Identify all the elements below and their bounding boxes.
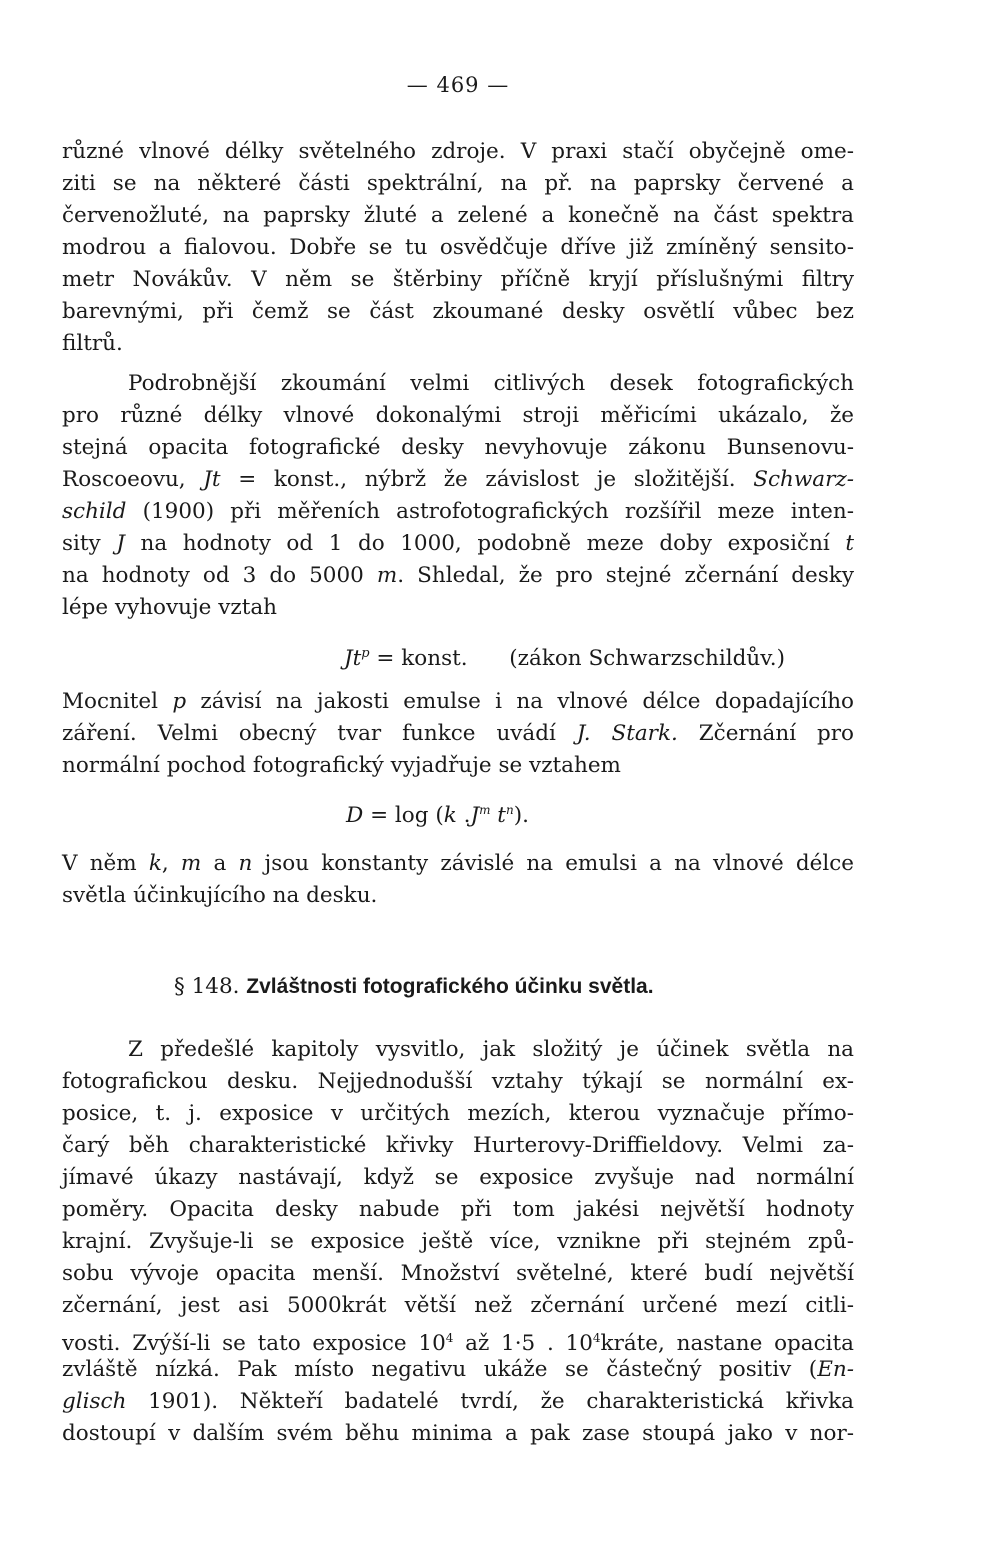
text-line: sity J na hodnoty od 1 do 1000, podobně meze doby exposiční t — [62, 531, 855, 556]
text-line: Mocnitel p závisí na jakosti emulse i na vlnové délce dopadajícího — [62, 689, 854, 714]
page-number: — 469 — — [406, 73, 510, 97]
text-line: glisch 1901). Někteří badatelé tvrdí, že charakteristická křivka — [62, 1389, 854, 1414]
formula-schwarzschild: $Jt^p$ = konst. (zákon Schwarzschildův.) — [344, 646, 786, 672]
text-line: zvláště nízká. Pak místo negativu ukáže se částečný positiv (En- — [62, 1357, 854, 1382]
text-line: světla účinkujícího na desku. — [62, 883, 378, 908]
text-line: posice, t. j. exposice v určitých mezích, kterou vyznačuje přímo- — [62, 1101, 854, 1126]
text-line: filtrů. — [62, 331, 123, 356]
text-line: dostoupí v dalším svém běhu minima a pak zase stoupá jako v nor- — [62, 1421, 854, 1446]
text-line: sobu vývoje opacita menší. Množství světelné, které budí největší — [62, 1261, 854, 1286]
text-line: ziti se na některé části spektrální, na př. na paprsky červené a — [62, 171, 854, 196]
text-line: různé vlnové délky světelného zdroje. V praxi stačí obyčejně ome- — [62, 139, 854, 164]
section-number: § 148. — [174, 974, 247, 999]
section-title: Zvláštnosti fotografického účinku světla. — [246, 975, 654, 998]
text-line: na hodnoty od 3 do 5000 m. Shledal, že pro stejné zčernání desky — [62, 563, 854, 588]
text-line: Podrobnější zkoumání velmi citlivých desek fotografických — [128, 371, 854, 396]
text-line: pro různé délky vlnové dokonalými stroji měřicími ukázalo, že — [62, 403, 854, 428]
text-line: Roscoeovu, Jt = konst., nýbrž že závislost je složitější. Schwarz- — [62, 467, 854, 492]
text-line: vosti. Zvýší-li se tato exposice $10^4$ až 1·5 . $10^4kráte$, nastane opacita — [62, 1331, 854, 1357]
text-line: metr Novákův. V něm se štěrbiny příčně kryjí příslušnými filtry — [62, 267, 854, 292]
text-line: krajní. Zvyšuje-li se exposice ještě více, vznikne při stejném způ- — [62, 1229, 854, 1254]
text-line: lépe vyhovuje vztah — [62, 595, 277, 620]
text-line: V něm k, m a n jsou konstanty závislé na emulsi a na vlnové délce — [62, 851, 854, 876]
text-line: normální pochod fotografický vyjadřuje se vztahem — [62, 753, 621, 778]
text-line: červenožluté, na paprsky žluté a zelené a konečně na část spektra — [62, 203, 854, 228]
text-line: poměry. Opacita desky nabude při tom jakési největší hodnoty — [62, 1197, 854, 1222]
text-line: schild (1900) při měřeních astrofotografických rozšířil meze inten- — [62, 499, 854, 524]
text-line: jímavé úkazy nastávají, když se exposice zvyšuje nad normální — [62, 1165, 854, 1190]
document-page — [62, 0, 854, 1544]
text-line: zčernání, jest asi 5000krát větší než zčernání určené mezí citli- — [62, 1293, 854, 1318]
text-line: Z předešlé kapitoly vysvitlo, jak složitý je účinek světla na — [128, 1037, 854, 1062]
section-heading — [174, 972, 654, 1002]
formula-stark: D = log (k $.J^m$ $t^n$). — [346, 803, 529, 829]
text-line: barevnými, při čemž se část zkoumané desky osvětlí vůbec bez — [62, 299, 854, 324]
text-line: záření. Velmi obecný tvar funkce uvádí J. Stark. Zčernání pro — [62, 721, 854, 746]
text-line: modrou a fialovou. Dobře se tu osvědčuje dříve již zmíněný sensito- — [62, 235, 854, 260]
text-line: čarý běh charakteristické křivky Hurterovy-Driffieldovy. Velmi za- — [62, 1133, 854, 1158]
text-line: fotografickou desku. Nejjednodušší vztahy týkají se normální ex- — [62, 1069, 854, 1094]
text-line: stejná opacita fotografické desky nevyhovuje zákonu Bunsenovu- — [62, 435, 854, 460]
